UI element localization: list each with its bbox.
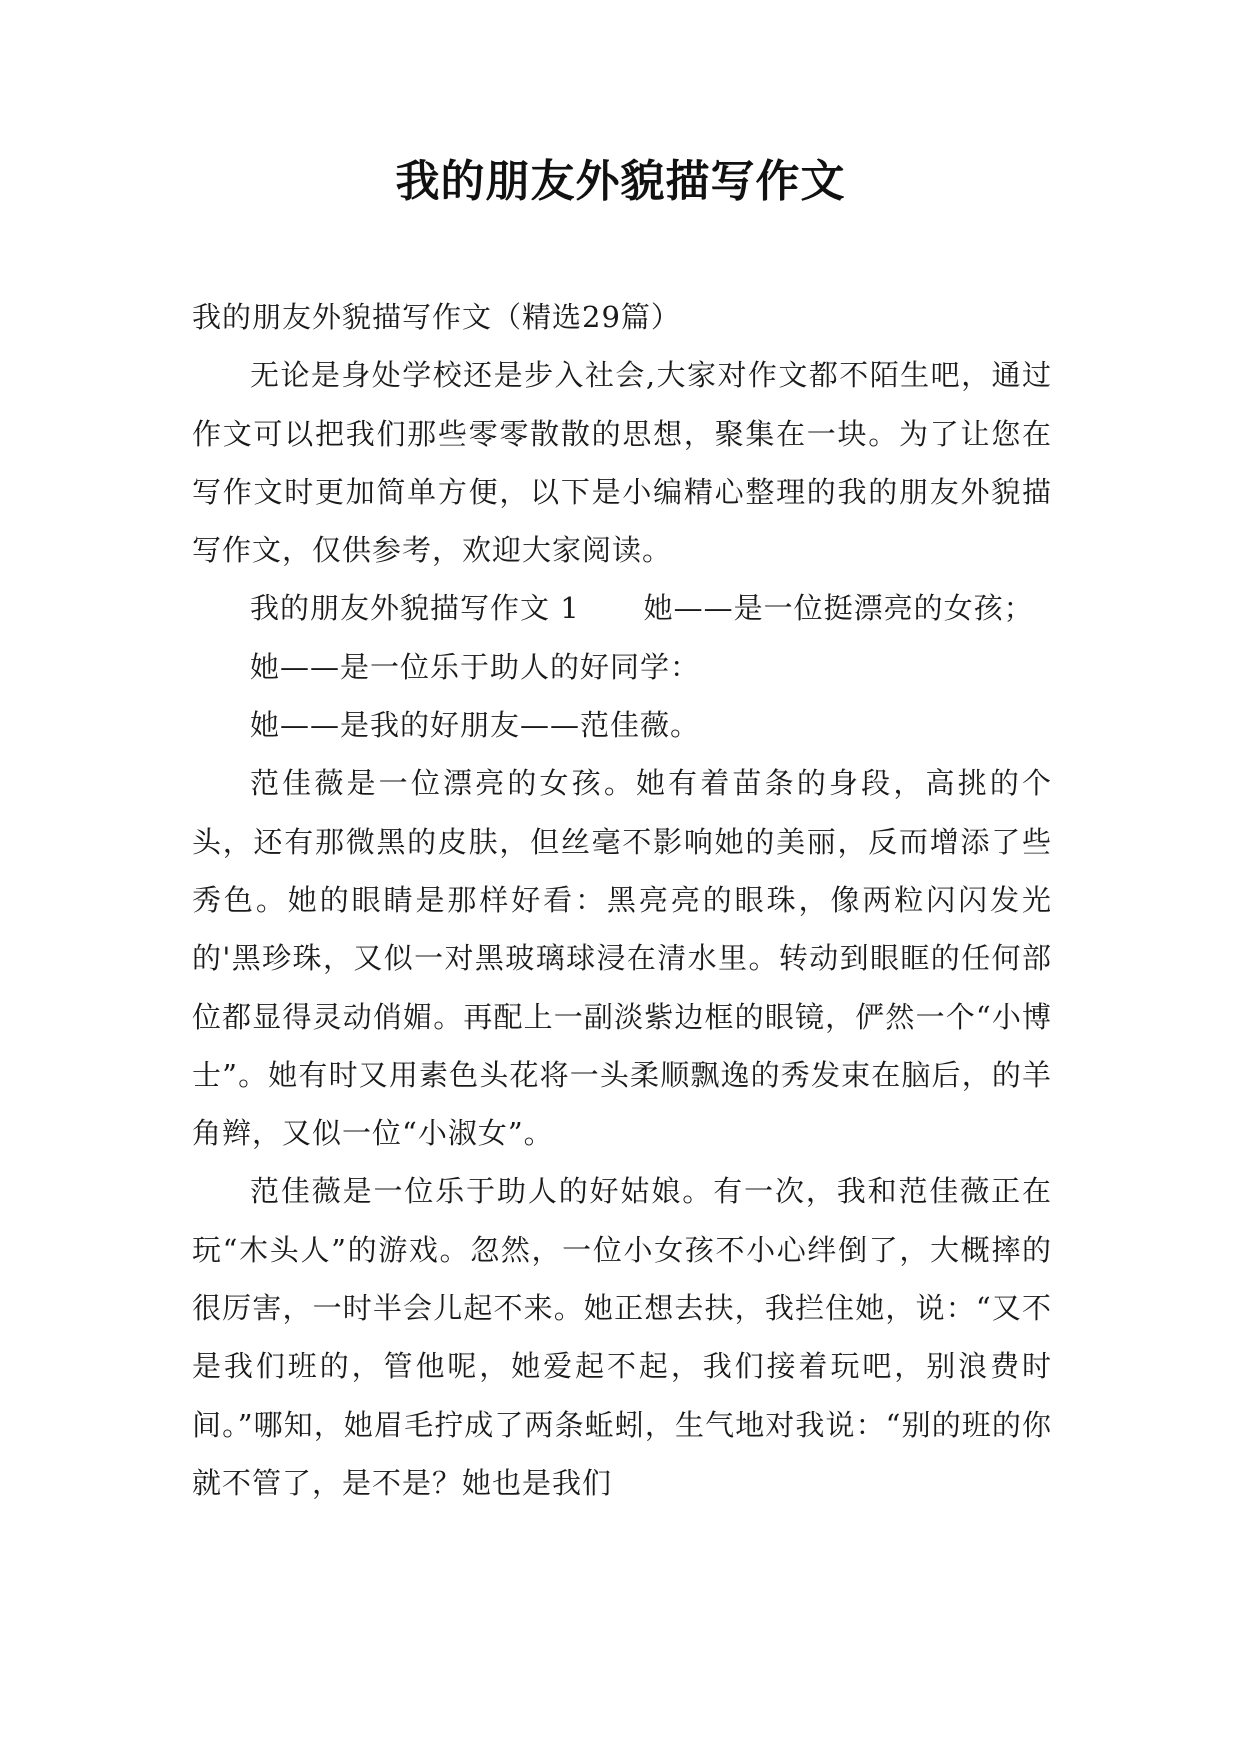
document-body <box>192 288 1052 1512</box>
body-paragraph: 范佳薇是一位漂亮的女孩。她有着苗条的身段，高挑的个头，还有那微黑的皮肤，但丝毫不影响她的美丽，反而增添了些秀色。她的眼睛是那样好看：黑亮亮的眼珠，像两粒闪闪发光的'黑珍珠，又似一对黑玻璃球浸在清水里。转动到眼眶的任何部位都显得灵动俏媚。再配上一副淡紫边框的眼镜，俨然一个“小博士”。她有时又用素色头花将一头柔顺飘逸的秀发束在脑后，的羊角辫，又似一位“小淑女”。 <box>192 766 1052 1151</box>
intro-paragraph: 无论是身处学校还是步入社会,大家对作文都不陌生吧，通过作文可以把我们那些零零散散的思想，聚集在一块。为了让您在写作文时更加简单方便，以下是小编精心整理的我的朋友外貌描写作文，仅供参考，欢迎大家阅读。 <box>192 358 1052 568</box>
body-paragraph: 她——是一位乐于助人的好同学： <box>250 649 701 684</box>
essay-1-heading: 我的朋友外貌描写作文 1 <box>250 591 580 626</box>
body-paragraph: 范佳薇是一位乐于助人的好姑娘。有一次，我和范佳薇正在玩“木头人”的游戏。忽然，一位小女孩不小心绊倒了，大概摔的很厉害，一时半会儿起不来。她正想去扶，我拦住她，说：“又不是我们班的，管他呢，她爱起不起，我们接着玩吧，别浪费时间。”哪知，她眉毛拧成了两条蚯蚓，生气地对我说：“别的班的你就不管了，是不是？她也是我们 <box>192 1174 1052 1500</box>
essay-1-opening <box>192 579 1052 637</box>
body-paragraph: 她——是我的好朋友——范佳薇。 <box>250 708 701 743</box>
document-subtitle: 我的朋友外貌描写作文（精选29篇） <box>192 300 681 334</box>
document-title: 我的朋友外貌描写作文 <box>395 156 846 207</box>
essay-1-first-line: 她——是一位挺漂亮的女孩； <box>643 591 1034 626</box>
